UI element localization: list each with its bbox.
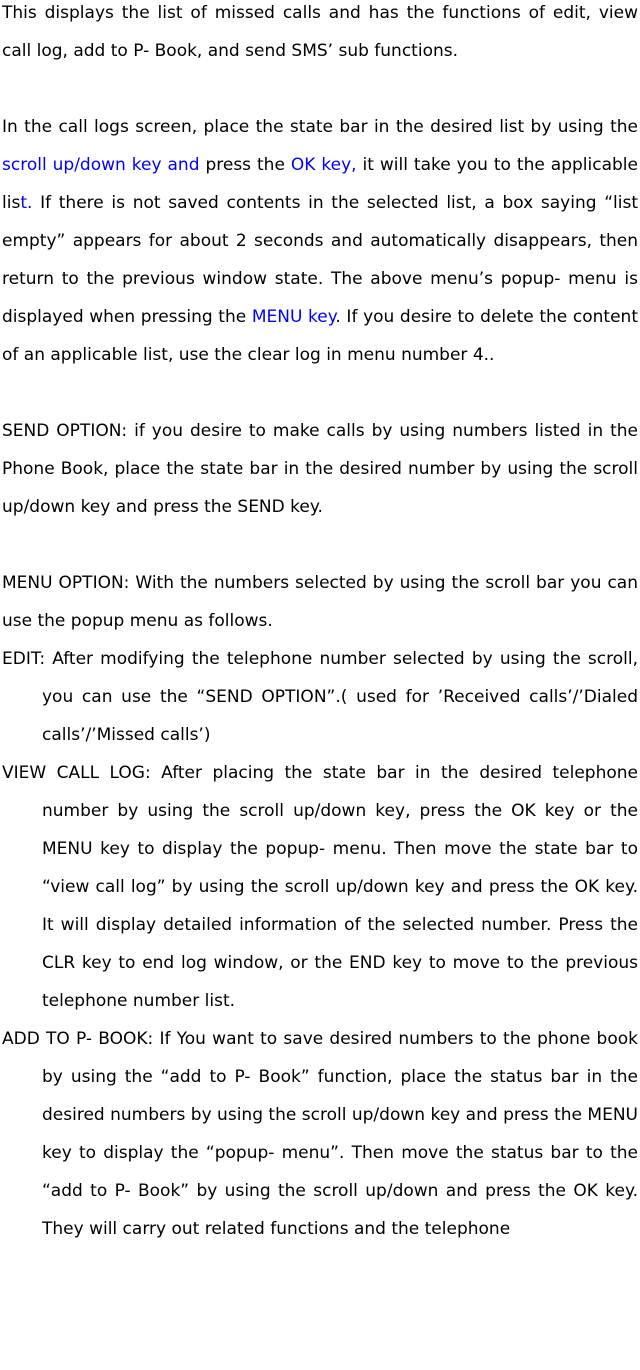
text-run: In the call logs screen, place the state bar in the desired list by using the (2, 117, 638, 137)
intro-paragraph: This displays the list of missed calls and has the functions of edit, view call log, add to P- Book, and send SMS’ sub functions. (2, 3, 638, 61)
menu-option-paragraph: MENU OPTION: With the numbers selected by using the scroll bar you can use the popup menu as follows. (2, 573, 638, 631)
text-run: it will take you to the applicable lis (2, 155, 638, 213)
add-to-pbook-item: ADD TO P- BOOK: If You want to save desired numbers to the phone book by using the “add to P- Book” function, place the status bar in the desired numbers by using the scroll up/down key and press the MENU key to display the “popup- menu”. Then move the status bar to the “add to P- Book” by using the scroll up/down and press the OK key. They will carry out related functions and the telephone (2, 1029, 638, 1239)
call-logs-paragraph (2, 108, 638, 374)
highlight-letter: t (20, 193, 27, 213)
text-run: press the (199, 155, 291, 175)
send-option-paragraph: SEND OPTION: if you desire to make calls by using numbers listed in the Phone Book, place the state bar in the desired number by using the scroll up/down key and press the SEND key. (2, 421, 638, 517)
paragraph-gap (2, 374, 638, 412)
text-run: If there is not saved contents in the selected list, a box saying “list empty” appears for about 2 seconds and automatically disappears, then return to the previous window state. The above menu’s popup- menu is displayed when pressing the (2, 193, 638, 327)
and-term: and (161, 155, 200, 175)
edit-item: EDIT: After modifying the telephone number selected by using the scroll, you can use the “SEND OPTION”.( used for ’Received calls’/’Dialed calls’/’Missed calls’) (2, 649, 638, 745)
highlight-period: . (26, 193, 33, 213)
text-run: . If you desire to delete the content of an applicable list, use the clear log in menu number 4.. (2, 307, 638, 365)
ok-key-term: OK key, (290, 155, 357, 175)
view-call-log-item: VIEW CALL LOG: After placing the state bar in the desired telephone number by using the scroll up/down key, press the OK key or the MENU key to display the popup- menu. Then move the state bar to “view call log” by using the scroll up/down key and press the OK key. It will display detailed information of the selected number. Press the CLR key to end log window, or the END key to move to the previous telephone number list. (2, 763, 638, 1011)
paragraph-gap (2, 526, 638, 564)
menu-key-term: MENU key (251, 307, 336, 327)
paragraph-gap (2, 70, 638, 108)
scroll-key-term: scroll up/down key (2, 155, 162, 175)
